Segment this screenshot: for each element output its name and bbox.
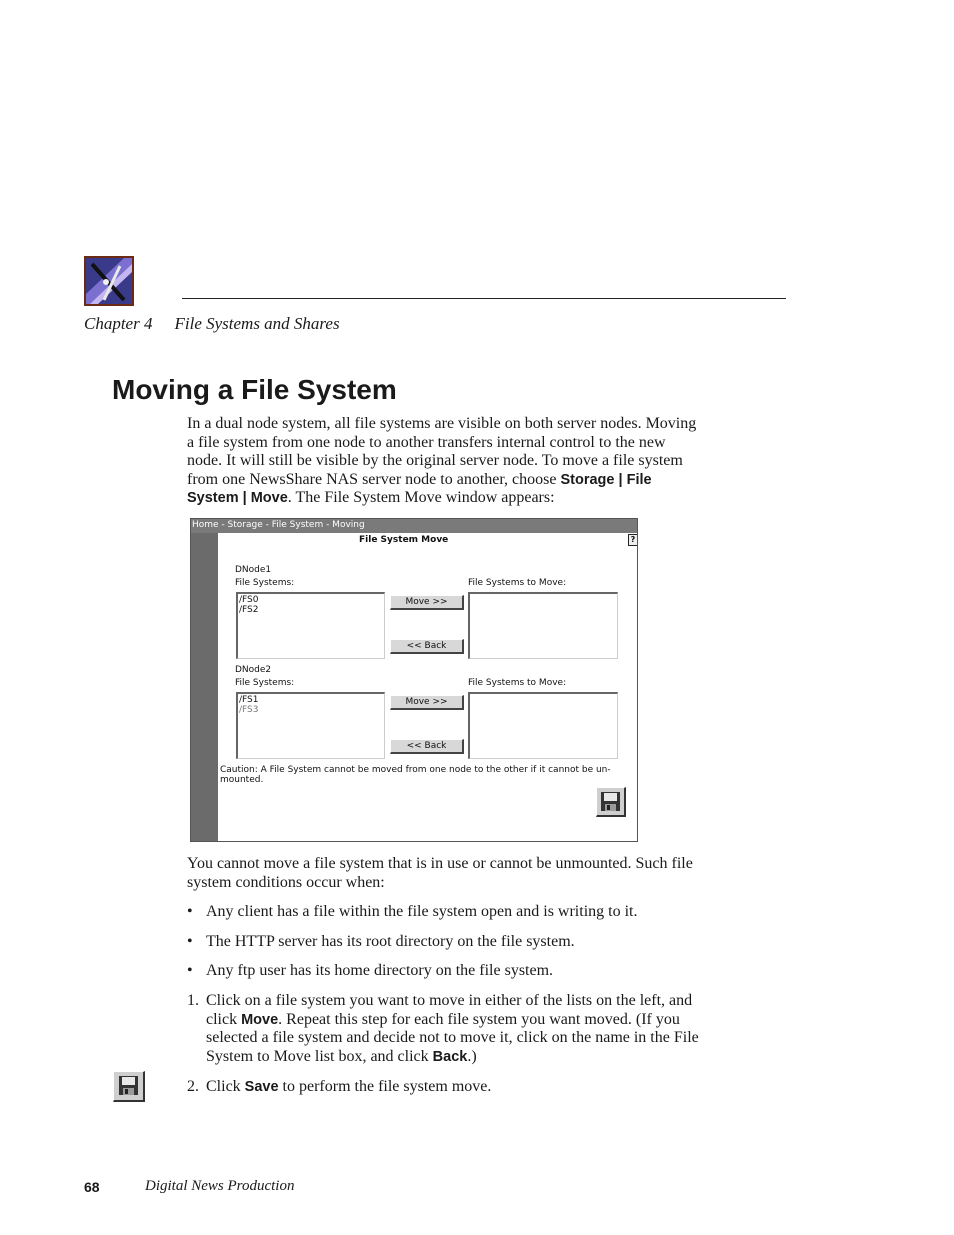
- header-rule: [182, 298, 786, 299]
- step-line: Click on a file system you want to move in either of the lists on the left, and: [206, 992, 693, 1009]
- caution-line: Caution: A File System cannot be moved from one node to the other if it cannot be un-: [220, 765, 611, 775]
- intro-line: a file system from one node to another transfers internal control to the new: [187, 433, 666, 451]
- back-button-ref: Back: [432, 1048, 468, 1065]
- step-line: selected a file system and decide not to move it, click on the name in the File: [206, 1029, 699, 1047]
- intro-line: node. It will still be visible by the original server node. To move a file system: [187, 452, 683, 470]
- step-number: 1.: [187, 992, 199, 1009]
- section-title: Moving a File System: [112, 374, 397, 405]
- node2-move-button[interactable]: Move >>: [390, 695, 464, 710]
- bullet-symbol: •: [187, 903, 193, 920]
- book-title: Digital News Production: [145, 1178, 295, 1194]
- floppy-disk-icon: [114, 1072, 143, 1100]
- help-icon[interactable]: ?: [628, 534, 638, 546]
- step-text-part: click: [206, 1010, 242, 1028]
- list-item[interactable]: /FS0: [239, 595, 259, 605]
- node1-back-button[interactable]: << Back: [390, 639, 464, 654]
- intro-line: In a dual node system, all file systems are visible on both server nodes. Moving: [187, 415, 697, 432]
- intro-line: [187, 471, 747, 490]
- node2-move-list[interactable]: [468, 692, 618, 759]
- chapter-label: Chapter 4: [84, 314, 153, 333]
- step-line: [206, 1011, 746, 1030]
- list-item: [187, 933, 575, 952]
- step-text-part: to perform the file system move.: [278, 1078, 492, 1095]
- floppy-disk-icon: [597, 788, 624, 815]
- step-text-part: System to Move list box, and click: [206, 1047, 433, 1065]
- caution-line: mounted.: [220, 775, 264, 785]
- step-text-part: .): [467, 1047, 477, 1065]
- node1-move-label: File Systems to Move:: [468, 578, 567, 588]
- page-number: 68: [84, 1179, 100, 1195]
- save-button[interactable]: [596, 787, 626, 817]
- node1-name: DNode1: [235, 565, 272, 575]
- bullet-text: Any client has a file within the file system open and is writing to it.: [206, 903, 638, 920]
- caution-note: [220, 765, 632, 785]
- step-text: [206, 1078, 746, 1097]
- bullet-text: Any ftp user has its home directory on the file system.: [206, 962, 554, 979]
- intro-text: . The File System Move window appears:: [287, 489, 555, 507]
- save-icon: [113, 1071, 145, 1102]
- node2-move-label: File Systems to Move:: [468, 678, 567, 688]
- step-2: [187, 1078, 747, 1098]
- node1-move-list[interactable]: [468, 592, 618, 659]
- node2-back-button[interactable]: << Back: [390, 739, 464, 754]
- breadcrumb[interactable]: Home - Storage - File System - Moving: [192, 520, 365, 530]
- node1-file-systems-list[interactable]: [236, 592, 385, 659]
- bullet-symbol: •: [187, 962, 193, 979]
- step-text-part: . Repeat this step for each file system you want moved. (If you: [278, 1010, 680, 1028]
- node2-fs-label: File Systems:: [235, 678, 295, 688]
- intro-line: [187, 489, 747, 508]
- list-item[interactable]: /FS2: [239, 605, 259, 615]
- conditions-paragraph: [187, 855, 747, 892]
- step-text-part: Click: [206, 1078, 245, 1095]
- paragraph-line: system conditions occur when:: [187, 873, 385, 891]
- file-system-move-window: [190, 518, 638, 842]
- breadcrumb-bar: [191, 519, 637, 533]
- bullet-symbol: •: [187, 933, 193, 950]
- menu-path-bold: Storage | File: [560, 471, 652, 488]
- node1-fs-label: File Systems:: [235, 578, 295, 588]
- running-header: [84, 314, 340, 334]
- list-item[interactable]: /FS1: [239, 695, 259, 705]
- move-button-ref: Move: [241, 1011, 279, 1028]
- intro-text: from one NewsShare NAS server node to another, choose: [187, 470, 561, 488]
- save-button-ref: Save: [244, 1079, 279, 1095]
- chapter-title: File Systems and Shares: [174, 314, 340, 333]
- step-text: [206, 992, 746, 1066]
- node1-move-button[interactable]: Move >>: [390, 595, 464, 610]
- menu-path-bold: System | Move: [187, 490, 288, 507]
- step-number: 2.: [187, 1078, 199, 1095]
- node2-name: DNode2: [235, 665, 272, 675]
- node2-file-systems-list[interactable]: [236, 692, 385, 759]
- list-item[interactable]: /FS3: [239, 705, 259, 715]
- paragraph-line: You cannot move a file system that is in use or cannot be unmounted. Such file: [187, 855, 693, 872]
- product-logo-icon: [84, 256, 134, 306]
- intro-paragraph: [187, 415, 747, 508]
- step-1: [187, 992, 747, 1068]
- bullet-text: The HTTP server has its root directory on the file system.: [206, 933, 575, 950]
- app-sidebar: [191, 533, 218, 842]
- step-line: [206, 1048, 746, 1067]
- window-title: File System Move: [359, 535, 449, 545]
- list-item: [187, 962, 553, 981]
- list-item: [187, 903, 637, 922]
